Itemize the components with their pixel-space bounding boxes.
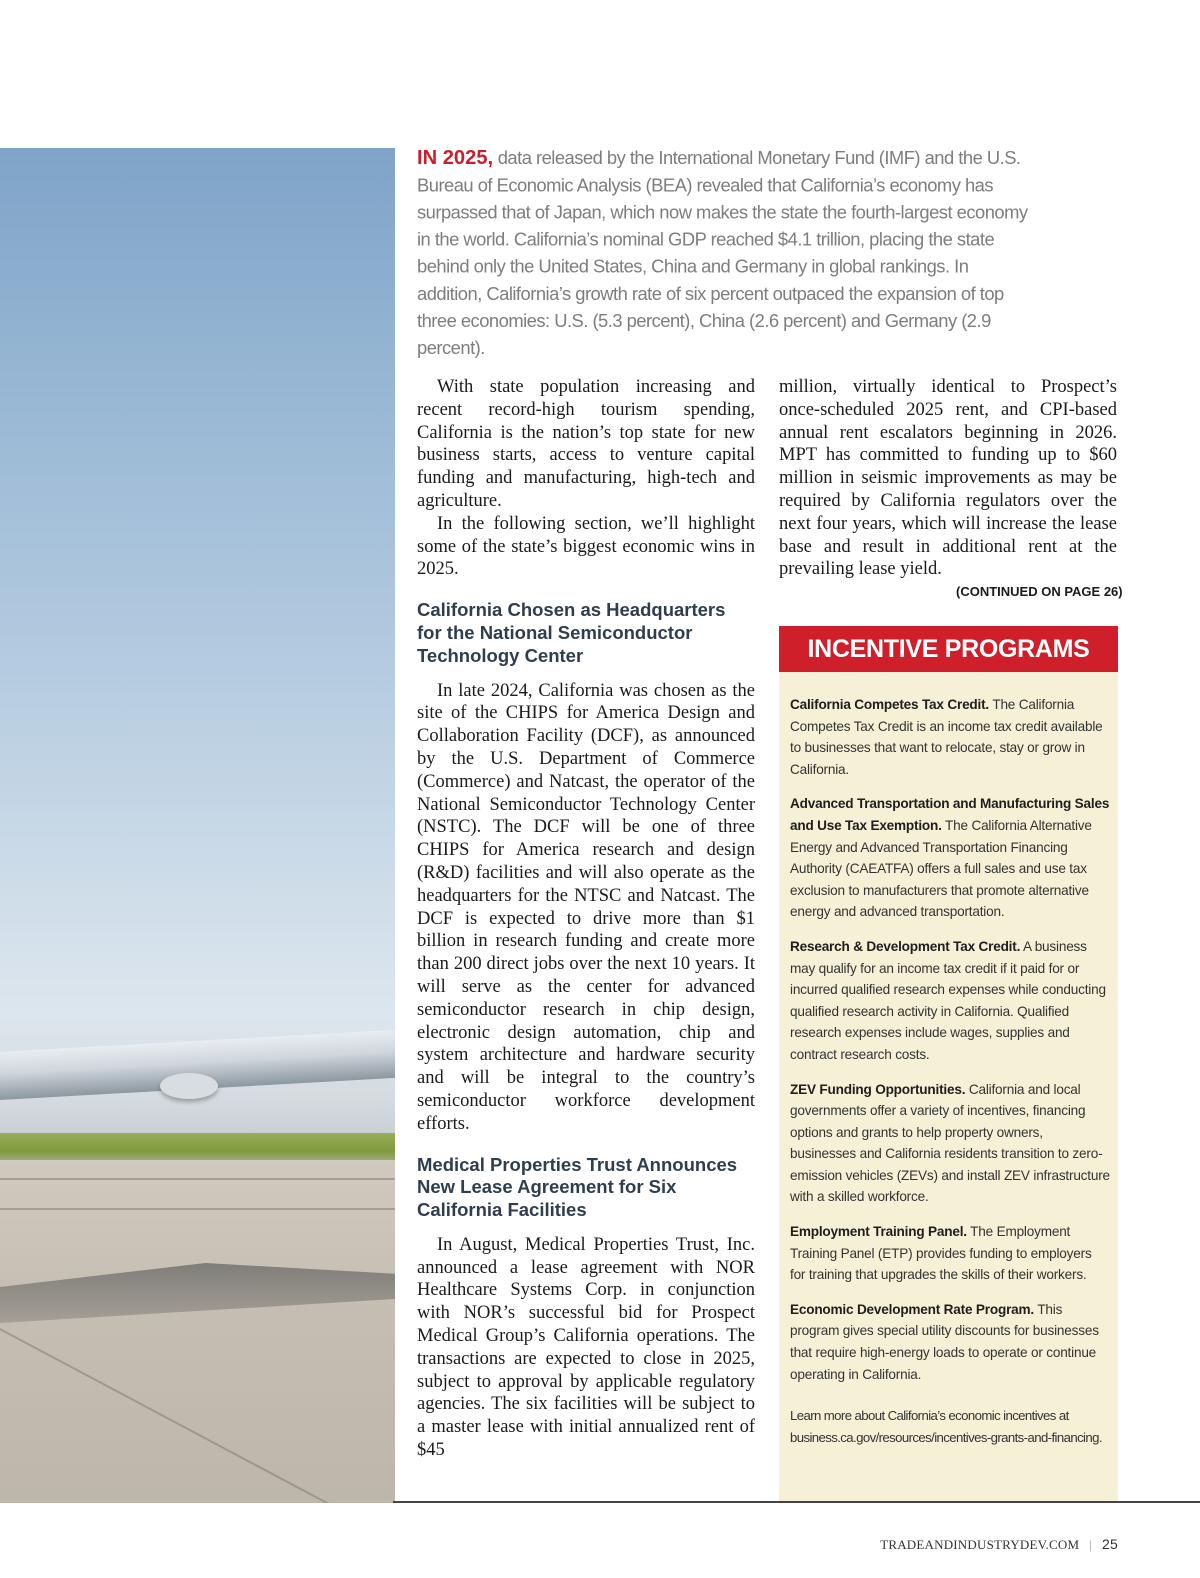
- article-column-2: [779, 376, 1117, 581]
- incentive-name: Economic Development Rate Program.: [790, 1301, 1034, 1317]
- incentive-desc: The California Competes Tax Credit is an income tax credit available to businesses that want to relocate, stay or grow in California.: [790, 697, 1103, 777]
- incentive-name: California Competes Tax Credit.: [790, 697, 990, 712]
- grass-strip: [0, 1133, 395, 1163]
- page-number: 25: [1102, 1536, 1118, 1552]
- incentive-item: [790, 1221, 1110, 1286]
- incentive-desc: A business may qualify for an income tax credit if it paid for or incurred qualified research expenses while conducting qualified research activity in California. Qualified research expenses include wages, supplies and contract research costs.: [790, 938, 1106, 1062]
- paragraph: In August, Medical Properties Trust, Inc. announced a lease agreement with NOR Healthcare Systems Corp. in conjunction with NOR’s successful bid for Prospect Medical Group’s California operations. The transactions are expected to close in 2025, subject to approval by applicable regulatory agencies. The six facilities will be subject to a master lease with initial annualized rent of $45: [417, 1234, 755, 1461]
- paragraph: In the following section, we’ll highlight some of the state’s biggest economic wins in 2025.: [417, 513, 755, 580]
- incentive-programs-title: INCENTIVE PROGRAMS: [779, 626, 1118, 672]
- incentive-item: [790, 1079, 1110, 1209]
- tarmac: [0, 1160, 395, 1503]
- intro-text: data released by the International Monetary Fund (IMF) and the U.S. Bureau of Economic Analysis (BEA) revealed that California’s economy has surpassed that of Japan, which now makes the state the fourth-largest economy in the world. California’s nominal GDP reached $4.1 trillion, placing the state behind only the United States, China and Germany in global rankings. In addition, California’s growth rate of six percent outpaced the expansion of top three economies: U.S. (5.3 percent), China (2.6 percent) and Germany (2.9 percent).: [417, 148, 1028, 359]
- wing-engine-pod: [160, 1073, 218, 1099]
- incentive-item: [790, 694, 1110, 780]
- incentive-name: Advanced Transportation and Manufacturing Sales and Use Tax Exemption.: [790, 796, 1110, 833]
- incentive-desc: California and local governments offer a variety of incentives, financing options and grants to help property owners, businesses and California residents transition to zero-emission vehicles (ZEVs) and install ZEV infrastructure with a skilled workforce.: [790, 1081, 1110, 1205]
- learn-more-text: [790, 1405, 1110, 1448]
- incentive-item: [790, 936, 1110, 1066]
- section-heading-medical-properties: Medical Properties Trust Announces New Lease Agreement for Six California Facilities: [417, 1153, 738, 1221]
- tarmac-joint: [0, 1178, 395, 1180]
- paragraph: million, virtually identical to Prospect’s once-scheduled 2025 rent, and CPI-based annual rent escalators beginning in 2026. MPT has committed to funding up to $60 million in seismic improvements as may be required by California regulators over the next four years, which will increase the lease base and result in additional rent at the prevailing lease yield.: [779, 377, 1117, 580]
- airport-photo: [0, 148, 395, 1503]
- article-column-1: [417, 376, 755, 1462]
- continued-note: (CONTINUED ON PAGE 26): [956, 584, 1123, 599]
- footer-separator: |: [1089, 1537, 1093, 1552]
- incentive-item: [790, 1299, 1110, 1385]
- tarmac-joint: [0, 1208, 395, 1210]
- page-footer: [880, 1536, 1118, 1553]
- learn-more-label: Learn more about California’s economic incentives at: [790, 1408, 1069, 1424]
- paragraph: With state population increasing and recent record-high tourism spending, California is the nation’s top state for new business starts, access to venture capital funding and manufacturing, high-tech and agriculture.: [417, 377, 755, 511]
- incentive-item: [790, 793, 1110, 923]
- intro-paragraph: [417, 144, 1032, 362]
- incentive-name: Employment Training Panel.: [790, 1224, 967, 1240]
- intro-lead: IN 2025,: [417, 145, 494, 169]
- incentive-name: Research & Development Tax Credit.: [790, 938, 1021, 954]
- section-heading-semiconductor: California Chosen as Headquarters for the National Semiconductor Technology Center: [417, 599, 726, 666]
- incentive-desc: The California Alternative Energy and Advanced Transportation Financing Authority (CAEATFA) offers a full sales and use tax exclusion to manufacturers that promote alternative energy and advanced transportation.: [790, 817, 1092, 920]
- incentive-list: [779, 672, 1118, 1448]
- footer-rule: [393, 1501, 1200, 1503]
- incentive-programs-box: [779, 626, 1118, 1502]
- incentives-link[interactable]: business.ca.gov/resources/incentives-grants-and-financing.: [790, 1429, 1102, 1445]
- incentive-desc: The Employment Training Panel (ETP) provides funding to employers for training that upgrades the skills of their workers.: [790, 1224, 1092, 1283]
- footer-site[interactable]: TRADEANDINDUSTRYDEV.COM: [880, 1537, 1080, 1552]
- incentive-name: ZEV Funding Opportunities.: [790, 1081, 966, 1097]
- incentive-desc: This program gives special utility discounts for businesses that require high-energy loads to operate or continue operating in California.: [790, 1301, 1099, 1382]
- paragraph: In late 2024, California was chosen as the site of the CHIPS for America Design and Collaboration Facility (DCF), as announced by the U.S. Department of Commerce (Commerce) and Natcast, the operator of the National Semiconductor Technology Center (NSTC). The DCF will be one of three CHIPS for America research and design (R&D) facilities and will also operate as the headquarters for the NTSC and Natcast. The DCF is expected to drive more than $1 billion in research funding and create more than 200 direct jobs over the next 10 years. It will serve as the center for advanced semiconductor research in chip design, electronic design automation, chip and system architecture and hardware security and will be integral to the country’s semiconductor workforce development efforts.: [417, 680, 755, 1134]
